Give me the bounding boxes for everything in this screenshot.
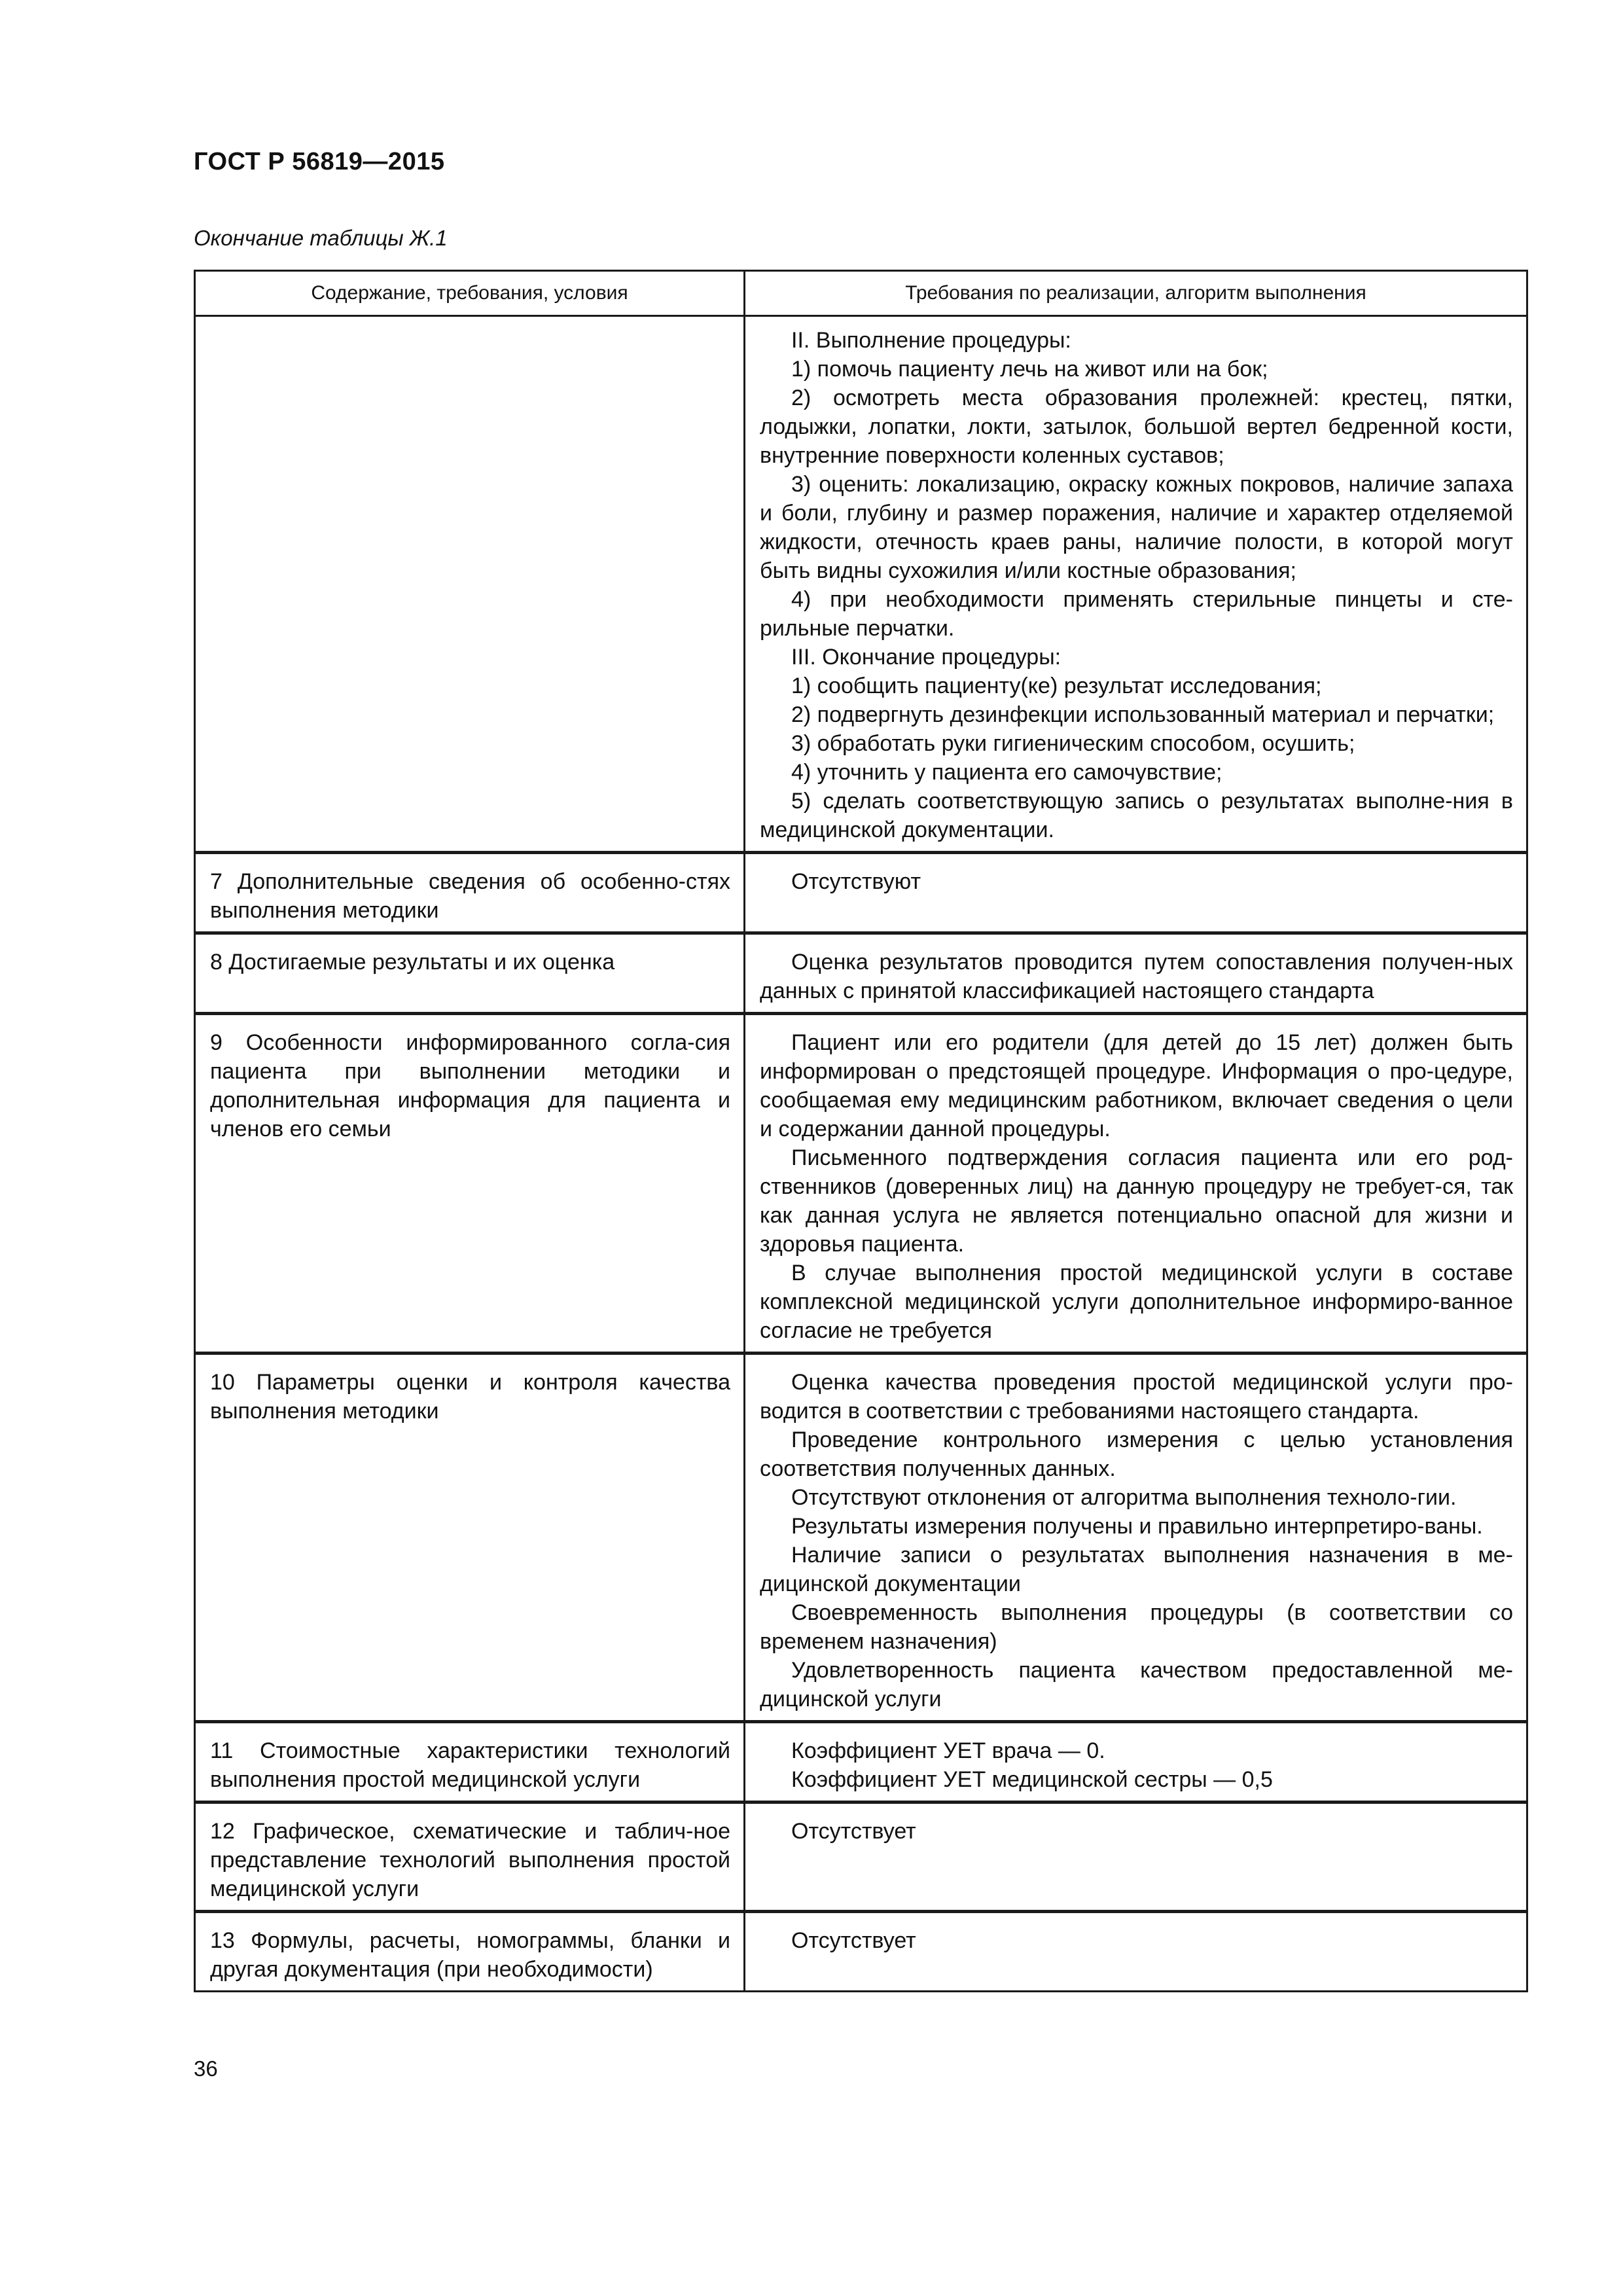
cell-content-item: [195, 316, 745, 853]
column-header-content: Содержание, требования, условия: [195, 271, 745, 316]
paragraph: Своевременность выполнения процедуры (в соответствии со временем назначения): [760, 1600, 1513, 1654]
cell-requirements: [745, 933, 1527, 1014]
paragraph: Отсутствуют: [791, 869, 921, 894]
paragraph: III. Окончание процедуры:: [791, 645, 1061, 670]
page-number: 36: [194, 2056, 218, 2081]
table-caption: Окончание таблицы Ж.1: [194, 226, 448, 250]
paragraph: Пациент или его родители (для детей до 15 лет) должен быть информирован о предстоящей процедуре. Информация о про-цедуре, сообщаемая ему медицинским работником, включает сведения о цели и содержании данной процедуры.: [760, 1030, 1513, 1141]
cell-requirements: [745, 1803, 1527, 1912]
cell-requirements: [745, 1014, 1527, 1354]
cell-requirements: [745, 853, 1527, 933]
paragraph: Отсутствует: [791, 1928, 916, 1953]
paragraph: 7 Дополнительные сведения об особенно-стях выполнения методики: [210, 869, 730, 923]
paragraph: Оценка качества проведения простой медицинской услуги про-водится в соответствии с требованиями настоящего стандарта.: [760, 1370, 1513, 1424]
cell-content-item: [195, 1014, 745, 1354]
table-row: [195, 853, 1527, 933]
paragraph: 5) сделать соответствующую запись о результатах выполне-ния в медицинской документации.: [760, 789, 1513, 842]
paragraph: 3) обработать руки гигиеническим способом, осушить;: [791, 731, 1355, 756]
table-row: [195, 1803, 1527, 1912]
paragraph: Наличие записи о результатах выполнения назначения в ме-дицинской документации: [760, 1543, 1513, 1596]
table-row: [195, 1354, 1527, 1722]
paragraph: Отсутствует: [791, 1819, 916, 1844]
paragraph: 2) осмотреть места образования пролежней: крестец, пятки, лодыжки, лопатки, локти, затылок, большой вертел бедренной кости, внутренние поверхности коленных суставов;: [760, 386, 1513, 468]
paragraph: В случае выполнения простой медицинской услуги в составе комплексной медицинской услуги дополнительное информиро-ванное согласие не требуется: [760, 1261, 1513, 1343]
table-body: [195, 316, 1527, 1992]
paragraph: 3) оценить: локализацию, окраску кожных покровов, наличие запаха и боли, глубину и размер поражения, наличие и характер отделяемой жидкости, отечность краев раны, наличие полости, в которой могут быть видны сухожилия и/или костные образования;: [760, 472, 1513, 583]
cell-requirements: [745, 1354, 1527, 1722]
paragraph: 9 Особенности информированного согла-сия пациента при выполнении методики и дополнительная информация для пациента и членов его семьи: [210, 1030, 730, 1141]
paragraph: II. Выполнение процедуры:: [791, 328, 1071, 353]
cell-requirements: [745, 316, 1527, 853]
paragraph: 8 Достигаемые результаты и их оценка: [210, 950, 615, 975]
table-header-row: [195, 271, 1527, 316]
paragraph: Удовлетворенность пациента качеством предоставленной ме-дицинской услуги: [760, 1658, 1513, 1712]
table-row: [195, 1912, 1527, 1992]
document-code-header: ГОСТ Р 56819—2015: [194, 148, 445, 175]
cell-content-item: [195, 1722, 745, 1803]
paragraph: Письменного подтверждения согласия пациента или его род-ственников (доверенных лиц) на данную процедуру не требует-ся, так как данная услуга не является потенциально опасной для жизни и здоровья пациента.: [760, 1145, 1513, 1257]
cell-requirements: [745, 1722, 1527, 1803]
paragraph: Проведение контрольного измерения с целью установления соответствия полученных данных.: [760, 1427, 1513, 1481]
paragraph: 2) подвергнуть дезинфекции использованный материал и перчатки;: [791, 702, 1495, 727]
cell-content-item: [195, 1803, 745, 1912]
paragraph: Отсутствуют отклонения от алгоритма выполнения техноло-гии.: [791, 1485, 1457, 1510]
paragraph: 12 Графическое, схематические и таблич-ное представление технологий выполнения простой медицинской услуги: [210, 1819, 730, 1901]
paragraph: 13 Формулы, расчеты, номограммы, бланки и другая документация (при необходимости): [210, 1928, 730, 1982]
cell-content-item: [195, 1354, 745, 1722]
cell-content-item: [195, 1912, 745, 1992]
table-row: [195, 933, 1527, 1014]
table-row: [195, 1722, 1527, 1803]
paragraph: 1) сообщить пациенту(ке) результат исследования;: [791, 673, 1322, 698]
column-header-requirements: Требования по реализации, алгоритм выполнения: [745, 271, 1527, 316]
table-row: [195, 316, 1527, 853]
paragraph: Коэффициент УЕТ врача — 0.: [791, 1738, 1105, 1763]
paragraph: 10 Параметры оценки и контроля качества выполнения методики: [210, 1370, 730, 1424]
table-header: [195, 271, 1527, 316]
cell-content-item: [195, 853, 745, 933]
paragraph: Оценка результатов проводится путем сопоставления получен-ных данных с принятой классификацией настоящего стандарта: [760, 950, 1513, 1003]
paragraph: Результаты измерения получены и правильно интерпретиро-ваны.: [791, 1514, 1483, 1539]
table-row: [195, 1014, 1527, 1354]
paragraph: 4) при необходимости применять стерильные пинцеты и сте-рильные перчатки.: [760, 587, 1513, 641]
paragraph: 4) уточнить у пациента его самочувствие;: [791, 760, 1222, 785]
paragraph: 11 Стоимостные характеристики технологий выполнения простой медицинской услуги: [210, 1738, 730, 1792]
cell-content-item: [195, 933, 745, 1014]
paragraph: Коэффициент УЕТ медицинской сестры — 0,5: [791, 1767, 1273, 1792]
cell-requirements: [745, 1912, 1527, 1992]
paragraph: 1) помочь пациенту лечь на живот или на бок;: [791, 357, 1268, 382]
requirements-table: [194, 270, 1528, 1992]
